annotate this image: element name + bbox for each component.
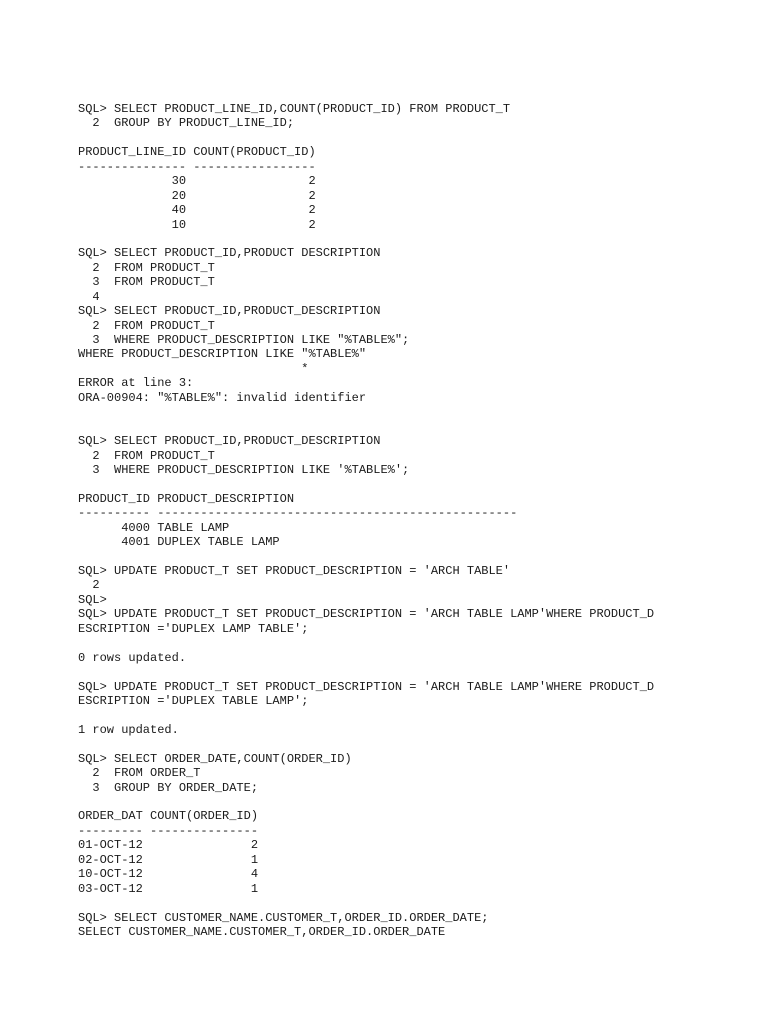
transcript-line: ERROR at line 3: xyxy=(78,376,194,391)
transcript-line: 3 WHERE PRODUCT_DESCRIPTION LIKE '%TABLE%'; xyxy=(78,462,410,477)
transcript-line: 40 2 xyxy=(78,203,316,218)
transcript-line: 10-OCT-12 4 xyxy=(78,867,259,882)
transcript-line: 03-OCT-12 1 xyxy=(78,881,259,896)
transcript-line: 4001 DUPLEX TABLE LAMP xyxy=(78,535,280,550)
blank-line xyxy=(78,737,758,751)
transcript-line: 3 GROUP BY ORDER_DATE; xyxy=(78,780,259,795)
transcript-line: PRODUCT_LINE_ID COUNT(PRODUCT_ID) xyxy=(78,145,316,160)
transcript-line: SQL> SELECT PRODUCT_ID,PRODUCT_DESCRIPTION xyxy=(78,304,381,319)
transcript-line: SQL> UPDATE PRODUCT_T SET PRODUCT_DESCRIPTION = 'ARCH TABLE LAMP'WHERE PRODUCT_D xyxy=(78,679,655,694)
transcript-line: SQL> SELECT PRODUCT_ID,PRODUCT_DESCRIPTION xyxy=(78,434,381,449)
transcript-line: 0 rows updated. xyxy=(78,650,187,665)
transcript-line: --------- --------------- xyxy=(78,823,259,838)
blank-line xyxy=(78,131,758,145)
transcript-line: 20 2 xyxy=(78,188,316,203)
transcript-line: SQL> SELECT ORDER_DATE,COUNT(ORDER_ID) xyxy=(78,751,352,766)
transcript-line: SQL> UPDATE PRODUCT_T SET PRODUCT_DESCRIPTION = 'ARCH TABLE' xyxy=(78,564,511,578)
blank-line xyxy=(78,420,758,434)
transcript-line: 1 row updated. xyxy=(78,722,179,737)
transcript-line: * xyxy=(78,361,309,376)
blank-line xyxy=(78,896,758,910)
transcript-line: ---------- -------------------------------------------------- xyxy=(78,506,518,521)
transcript-line: ORDER_DAT COUNT(ORDER_ID) xyxy=(78,809,259,824)
transcript-line: SQL> SELECT PRODUCT_ID,PRODUCT DESCRIPTION xyxy=(78,246,381,261)
blank-line xyxy=(78,405,758,419)
sql-transcript xyxy=(78,102,758,939)
transcript-line: 3 FROM PRODUCT_T xyxy=(78,275,215,290)
transcript-line: ESCRIPTION ='DUPLEX TABLE LAMP'; xyxy=(78,693,309,708)
transcript-line: ORA-00904: "%TABLE%": invalid identifier xyxy=(78,390,367,405)
transcript-line: SQL> SELECT CUSTOMER_NAME.CUSTOMER_T,ORDER_ID.ORDER_DATE; xyxy=(78,910,489,925)
blank-line xyxy=(78,708,758,722)
transcript-line: 2 FROM PRODUCT_T xyxy=(78,260,215,275)
transcript-line: 02-OCT-12 1 xyxy=(78,852,259,867)
transcript-line: 4000 TABLE LAMP xyxy=(78,520,230,535)
transcript-line: 01-OCT-12 2 xyxy=(78,838,259,853)
blank-line xyxy=(78,550,758,564)
blank-line xyxy=(78,477,758,491)
transcript-line: 10 2 xyxy=(78,217,316,232)
blank-line xyxy=(78,232,758,246)
blank-line xyxy=(78,636,758,650)
transcript-line: SELECT CUSTOMER_NAME.CUSTOMER_T,ORDER_ID.ORDER_DATE xyxy=(78,924,446,939)
transcript-line: 2 xyxy=(78,578,100,593)
transcript-line: 2 FROM PRODUCT_T xyxy=(78,318,215,333)
transcript-line: PRODUCT_ID PRODUCT_DESCRIPTION xyxy=(78,491,295,506)
transcript-line: SQL> SELECT PRODUCT_LINE_ID,COUNT(PRODUCT_ID) FROM PRODUCT_T xyxy=(78,102,511,116)
transcript-line: 2 FROM ORDER_T xyxy=(78,766,201,781)
transcript-line: SQL> xyxy=(78,592,107,607)
transcript-line: SQL> UPDATE PRODUCT_T SET PRODUCT_DESCRIPTION = 'ARCH TABLE LAMP'WHERE PRODUCT_D xyxy=(78,607,655,622)
transcript-line: 4 xyxy=(78,289,100,304)
transcript-line: --------------- ----------------- xyxy=(78,159,316,174)
blank-line xyxy=(78,795,758,809)
transcript-line: ESCRIPTION ='DUPLEX LAMP TABLE'; xyxy=(78,621,309,636)
transcript-line: 2 GROUP BY PRODUCT_LINE_ID; xyxy=(78,116,295,131)
transcript-line: 2 FROM PRODUCT_T xyxy=(78,448,215,463)
transcript-line: 30 2 xyxy=(78,174,316,189)
transcript-line: 3 WHERE PRODUCT_DESCRIPTION LIKE "%TABLE%"; xyxy=(78,333,410,347)
blank-line xyxy=(78,665,758,679)
transcript-line: WHERE PRODUCT_DESCRIPTION LIKE "%TABLE%" xyxy=(78,347,367,362)
